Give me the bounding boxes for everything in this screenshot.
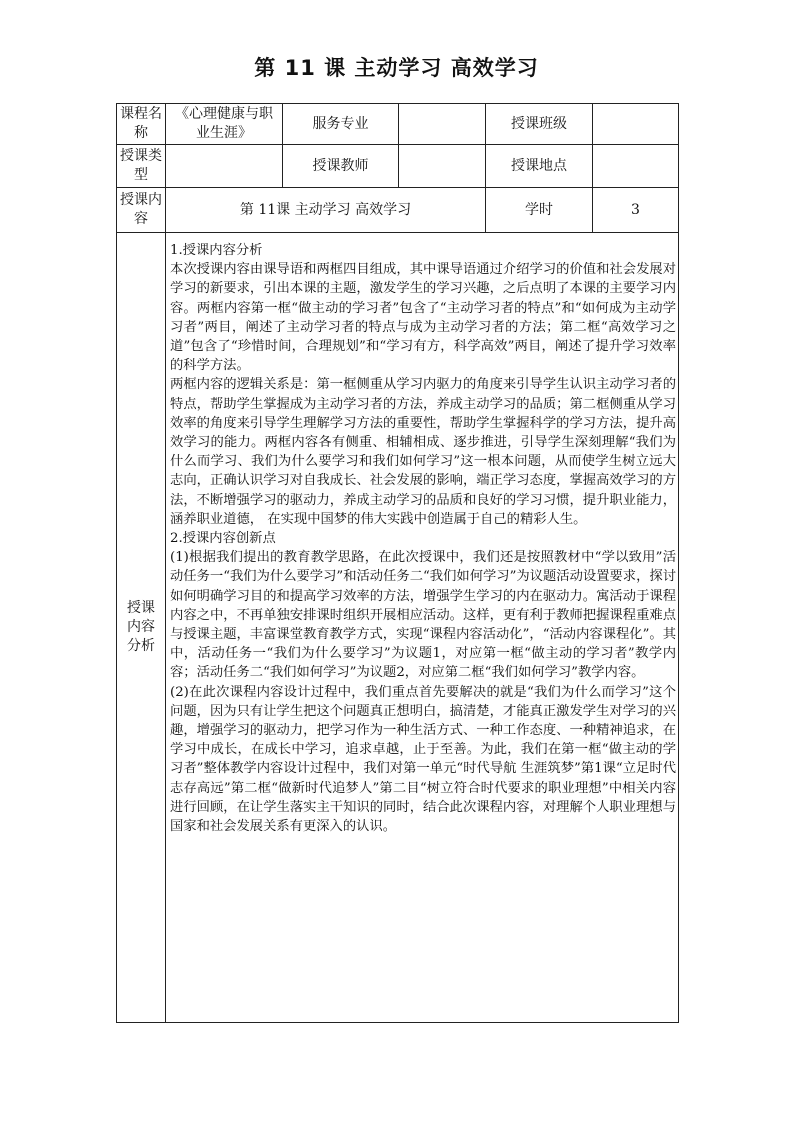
lesson-plan-table [116,103,679,1023]
empty-cell [399,104,486,145]
lesson-content-label: 授课内容 [117,188,166,233]
analysis-paragraph-1: 本次授课内容由课导语和两框四目组成，其中课导语通过介绍学习的价值和社会发展对学习的新要求，引出本课的主题，激发学生的学习兴趣，之后点明了本课的主要学习内容。两框内容第一框“做主动的学习者”包含了“主动学习者的特点”和“如何成为主动学习者”两目，阐述了主动学习者的特点与成为主动学习者的方法；第二框“高效学习之道”包含了“珍惜时间，合理规划”和“学习有方，科学高效”两目，阐述了提升学习效率的科学方法。 [170,262,676,374]
lesson-type-label: 授课类型 [117,145,166,188]
analysis-heading-1: 1.授课内容分析 [170,243,263,258]
analysis-content [166,233,679,1023]
hours-value: 3 [593,188,679,233]
table-row-type [117,145,679,188]
analysis-paragraph-3: (1)根据我们提出的教育教学思路，在此次授课中，我们还是按照教材中“学以致用”活动任务一“我们为什么要学习”和活动任务二“我们如何学习”为议题活动设置要求，探讨如何明确学习目的和提高学习效率的方法，增强学生学习的内在驱动力。寓活动于课程内容之中，不再单独安排课时组织开展相应活动。这样，更有利于教师把握课程重难点与授课主题，丰富课堂教育教学方式，实现“课程内容活动化”，“活动内容课程化”。其中，活动任务一“我们为什么要学习”为议题1，对应第一框“做主动的学习者”教学内容；活动任务二“我们如何学习”为议题2，对应第二框“我们如何学习”教学内容。 [170,550,676,681]
place-label: 授课地点 [486,145,593,188]
analysis-heading-2: 2.授课内容创新点 [170,531,276,547]
table-row-analysis [117,233,679,1023]
page-title: 第 11 课 主动学习 高效学习 [254,56,539,80]
analysis-paragraph-4: (2)在此次课程内容设计过程中，我们重点首先要解决的就是“我们为什么而学习”这个问题，因为只有让学生把这个问题真正想明白，搞清楚，才能真正激发学生对学习的兴趣，增强学习的驱动力，把学习作为一种生活方式、一种工作态度、一种精神追求，在学习中成长，在成长中学习，追求卓越，止于至善。为此，我们在第一框“做主动的学习者”整体教学内容设计过程中，我们对第一单元“时代导航 生涯筑梦”第1课“立足时代 志存高远”第二框“做新时代追梦人”第二目“树立符合时代要求的职业理想”中相关内容进行回顾，在让学生落实主干知识的同时，结合此次课程内容，对理解个人职业理想与国家和社会发展关系有更深入的认识。 [170,684,676,835]
lesson-content-value: 第 11课 主动学习 高效学习 [166,188,486,233]
table-row-content [117,188,679,233]
major-value: 服务专业 [283,104,399,145]
teacher-label: 授课教师 [283,145,399,188]
teacher-value [399,145,486,188]
place-value [593,145,679,188]
course-name-value: 《心理健康与职业生涯》 [166,104,283,145]
class-label: 授课班级 [486,104,593,145]
table-row-course [117,104,679,145]
hours-label: 学时 [486,188,593,233]
analysis-paragraph-2: 两框内容的逻辑关系是：第一框侧重从学习内驱力的角度来引导学生认识主动学习者的特点，帮助学生掌握成为主动学习者的方法，养成主动学习的品质；第二框侧重从学习效率的角度来引导学生理解学习方法的重要性，帮助学生掌握科学的学习方法，提升高效学习的能力。两框内容各有侧重、相辅相成、逐步推进，引导学生深刻理解“我们为什么而学习、我们为什么要学习和我们如何学习”这一根本问题，从而使学生树立远大志向，正确认识学习对自我成长、社会发展的影响，端正学习态度，掌握高效学习的方法，不断增强学习的驱动力，养成主动学习的品质和良好的学习习惯，提升职业能力，涵养职业道德， 在实现中国梦的伟大实践中创造属于自己的精彩人生。 [170,377,676,527]
class-value [593,104,679,145]
course-name-label: 课程名称 [117,104,166,145]
lesson-type-value [166,145,283,188]
analysis-label: 授课内容分析 [117,233,166,1023]
